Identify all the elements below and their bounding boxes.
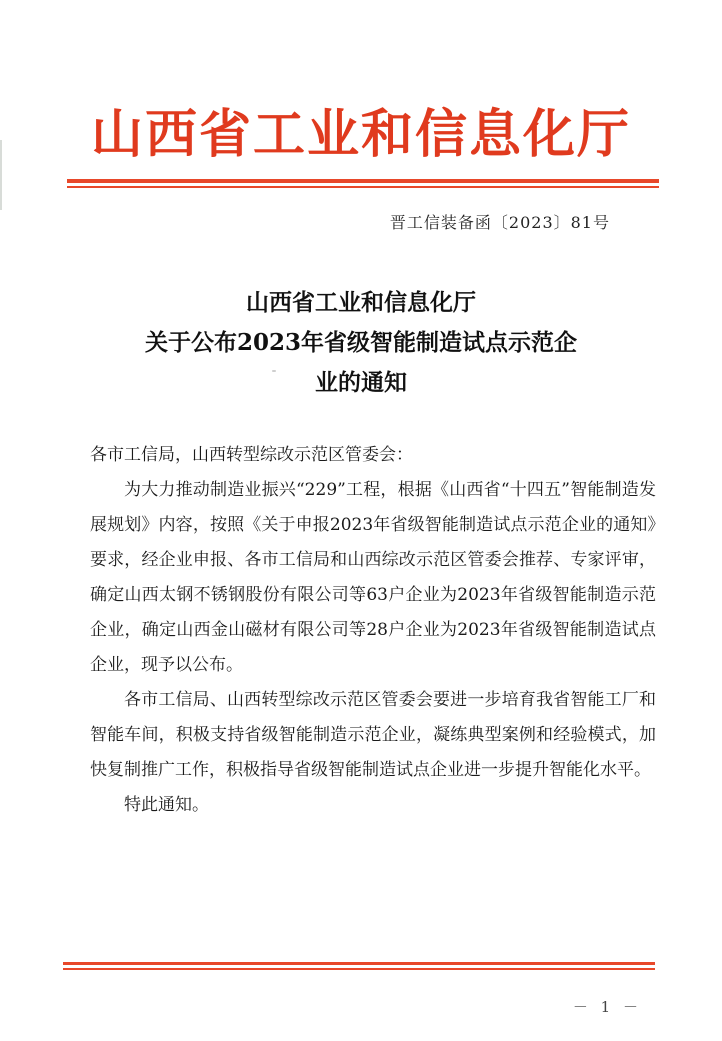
- masthead-org-name: 山西省工业和信息化厅: [90, 104, 631, 165]
- title-line-1: 山西省工业和信息化厅: [246, 289, 476, 316]
- body-paragraph-2: 各市工信局、山西转型综改示范区管委会要进一步培育我省智能工厂和智能车间，积极支持省级智能制造示范企业，凝练典型案例和经验模式，加快复制推广工作，积极指导省级智能制造试点企业进一步提升智能化水平。: [90, 690, 656, 780]
- masthead-rule-thin: [67, 186, 659, 188]
- masthead-rule-thick: [67, 179, 659, 183]
- footer-rule-thin: [63, 968, 655, 970]
- scan-speck: [272, 370, 276, 372]
- document-number: 晋工信装备函〔2023〕81号: [389, 213, 610, 232]
- closing-line: 特此通知。: [124, 795, 209, 815]
- page-number: － 1 －: [572, 998, 642, 1016]
- title-line-2: 关于公布2023年省级智能制造试点示范企: [144, 329, 577, 356]
- document-title: [0, 283, 722, 403]
- body-paragraph-1: 为大力推动制造业振兴“229”工程，根据《山西省“十四五”智能制造发展规划》内容，按照《关于申报2023年省级智能制造试点示范企业的通知》要求，经企业申报、各市工信局和山西综改示范区管委会推荐、专家评审，确定山西太钢不锈钢股份有限公司等63户企业为2023年省级智能制造示范企业，确定山西金山磁材有限公司等28户企业为2023年省级智能制造试点企业，现予以公布。: [90, 480, 656, 675]
- footer-rule-thick: [63, 962, 655, 965]
- title-line-3: 业的通知: [315, 369, 407, 396]
- salutation: 各市工信局，山西转型综改示范区管委会：: [90, 445, 413, 465]
- document-body: [90, 438, 656, 823]
